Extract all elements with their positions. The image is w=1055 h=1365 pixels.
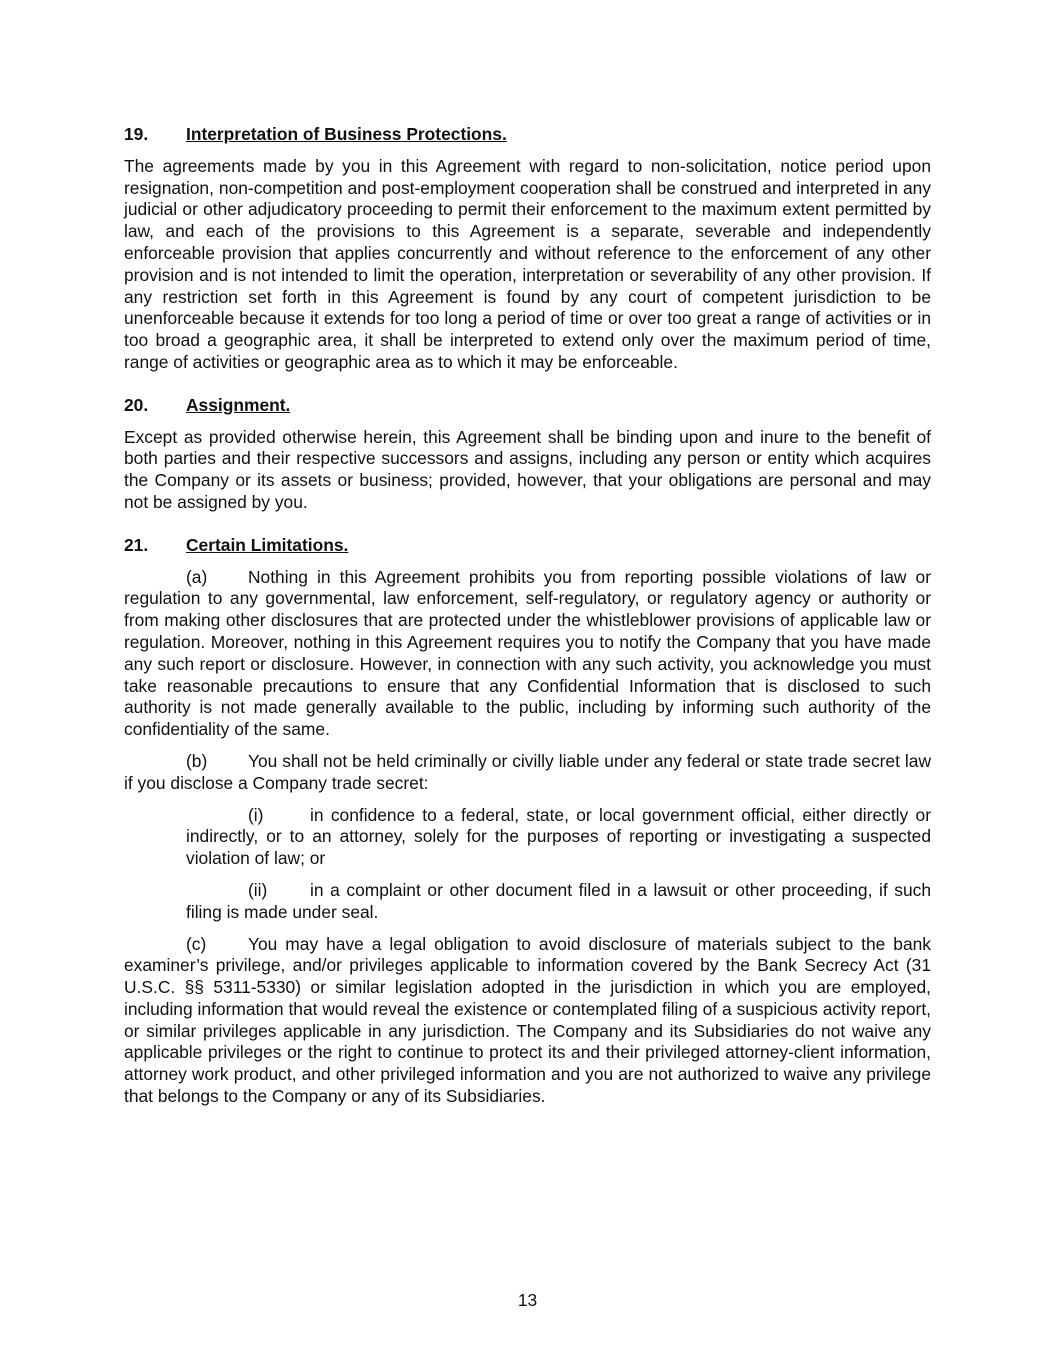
section-21-b-ii-label: (ii) (248, 879, 268, 900)
section-21-a-label: (a) (186, 566, 208, 587)
section-20-number: 20. (124, 394, 149, 415)
section-21-b-text: You shall not be held criminally or civilly liable under any federal or state trade secret law if you disclose a Company trade secret: (124, 750, 931, 793)
section-21-a-text: Nothing in this Agreement prohibits you from reporting possible violations of law or regulation to any governmental, law enforcement, self-regulatory, or regulatory agency or authority or from making other disclosures that are protected under the whistleblower provisions of applicable law or regulation. Moreover, nothing in this Agreement requires you to notify the Company that you have made any such report or disclosure. However, in connection with any such activity, you acknowledge you must take reasonable precautions to ensure that any Confidential Information that is disclosed to such authority is not made generally available to the public, including by informing such authority of the confidentiality of the same. (124, 566, 931, 740)
page-number: 13 (517, 1290, 538, 1310)
section-20-heading (124, 395, 931, 417)
section-21-a (124, 567, 931, 741)
section-20-body: Except as provided otherwise herein, this Agreement shall be binding upon and inure to the benefit of both parties and their respective successors and assigns, including any person or entity which acquires the Company or its assets or business; provided, however, that your obligations are personal and may not be assigned by you. (124, 426, 931, 512)
section-21-b-i-text: in confidence to a federal, state, or local government official, either directly or indirectly, or to an attorney, solely for the purposes of reporting or investigating a suspected violation of law; or (186, 804, 931, 869)
document-body (124, 124, 931, 1118)
section-21-number: 21. (124, 534, 149, 555)
section-21-c-label: (c) (186, 933, 207, 954)
section-19-heading (124, 124, 931, 146)
section-21-c-text: You may have a legal obligation to avoid disclosure of materials subject to the bank examiner’s privilege, and/or privileges applicable to information covered by the Bank Secrecy Act (31 U.S.C. §§ 5311-5330) or similar legislation adopted in the jurisdiction in which you are employed, including information that would reveal the existence or contemplated filing of a suspicious activity report, or similar privileges applicable in any jurisdiction. The Company and its Subsidiaries do not waive any applicable privileges or the right to continue to protect its and their privileged attorney-client information, attorney work product, and other privileged information and you are not authorized to waive any privilege that belongs to the Company or any of its Subsidiaries. (124, 933, 931, 1107)
section-20-title: Assignment. (186, 394, 291, 415)
section-21-heading (124, 535, 931, 557)
section-21-b-ii (186, 880, 931, 924)
section-21-b-ii-text: in a complaint or other document filed in a lawsuit or other proceeding, if such filing is made under seal. (186, 879, 931, 922)
section-21-b-i-label: (i) (248, 804, 264, 825)
section-21-b (124, 751, 931, 795)
section-21-title: Certain Limitations. (186, 534, 349, 555)
section-19-body: The agreements made by you in this Agreement with regard to non-solicitation, notice period upon resignation, non-competition and post-employment cooperation shall be construed and interpreted in any judicial or other adjudicatory proceeding to permit their enforcement to the maximum extent permitted by law, and each of the provisions to this Agreement is a separate, severable and independently enforceable provision that applies concurrently and without reference to the enforcement of any other provision and is not intended to limit the operation, interpretation or severability of any other provision. If any restriction set forth in this Agreement is found by any court of competent jurisdiction to be unenforceable because it extends for too long a period of time or over too great a range of activities or in too broad a geographic area, it shall be interpreted to extend only over the maximum period of time, range of activities or geographic area as to which it may be enforceable. (124, 155, 931, 372)
section-21-c (124, 934, 931, 1108)
section-19-number: 19. (124, 124, 149, 144)
section-19-title: Interpretation of Business Protections. (186, 124, 507, 144)
section-21-b-label: (b) (186, 750, 208, 771)
section-21-b-i (186, 805, 931, 870)
